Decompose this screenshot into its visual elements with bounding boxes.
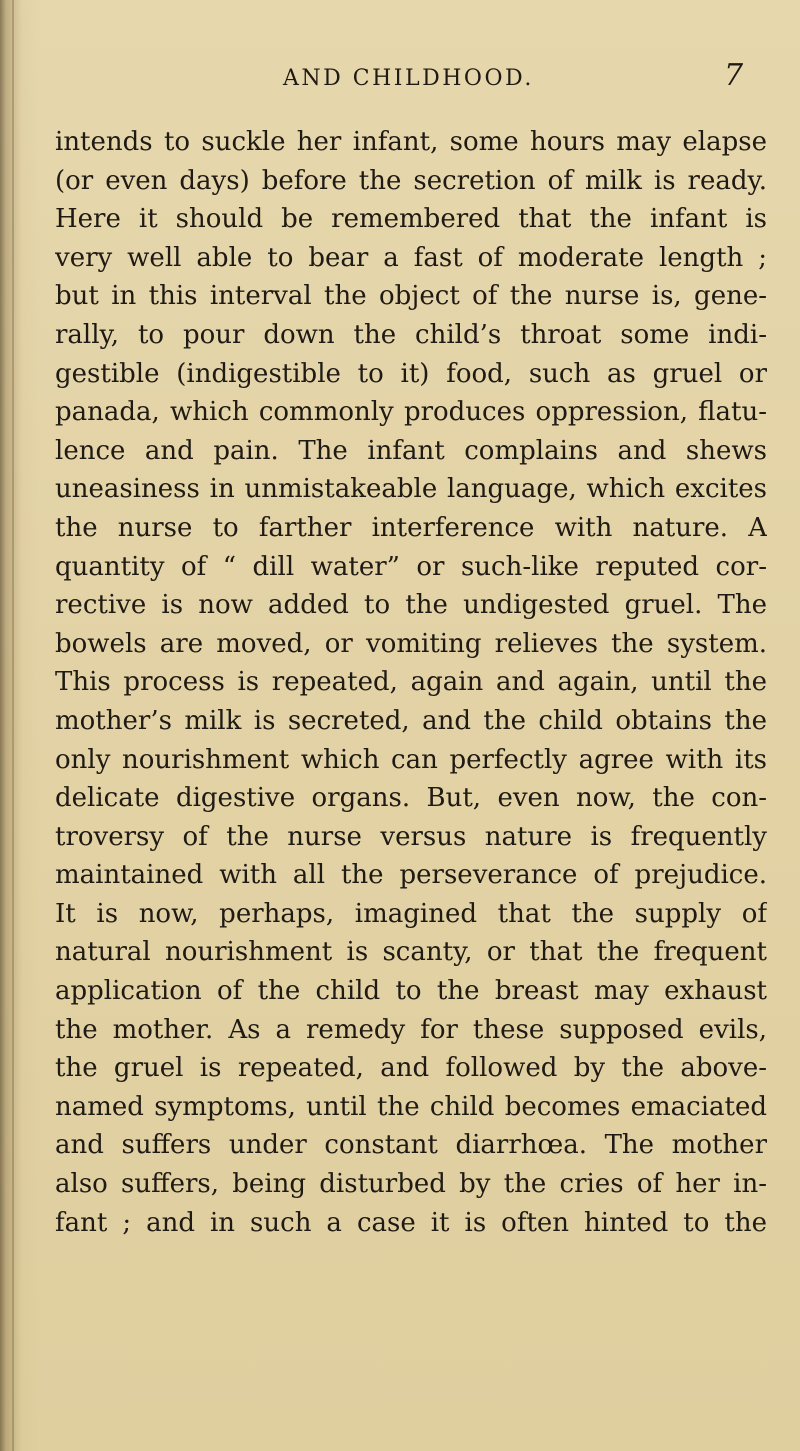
body-text	[55, 123, 767, 1242]
text-line: named symptoms, until the child becomes emaciated	[55, 1091, 767, 1122]
text-line: gestible (indigestible to it) food, such as gruel or	[55, 358, 767, 389]
binding-shadow	[12, 0, 14, 1451]
text-line: This process is repeated, again and again, until the	[55, 667, 767, 698]
page-number: 7	[724, 58, 744, 93]
text-line: also suffers, being disturbed by the cries of her in-	[55, 1169, 767, 1200]
text-line: (or even days) before the secretion of milk is ready.	[55, 165, 767, 196]
text-line: panada, which commonly produces oppression, flatu-	[55, 397, 767, 428]
text-line: lence and pain. The infant complains and shews	[55, 435, 767, 466]
running-head: AND CHILDHOOD.	[283, 66, 534, 91]
text-line: maintained with all the perseverance of prejudice.	[55, 860, 767, 891]
text-line: quantity of “ dill water” or such-like reputed cor-	[55, 551, 767, 582]
text-line: mother’s milk is secreted, and the child obtains the	[55, 705, 767, 736]
text-line: and suffers under constant diarrhœa. The mother	[55, 1130, 767, 1161]
text-line: uneasiness in unmistakeable language, which excites	[55, 474, 767, 505]
text-line: troversy of the nurse versus nature is frequently	[55, 821, 767, 852]
text-line: Here it should be remembered that the infant is	[55, 204, 767, 235]
text-line: natural nourishment is scanty, or that the frequent	[55, 937, 767, 968]
text-line: rective is now added to the undigested gruel. The	[55, 590, 767, 621]
text-line: bowels are moved, or vomiting relieves the system.	[55, 628, 767, 659]
text-line: application of the child to the breast may exhaust	[55, 976, 767, 1007]
text-line: the mother. As a remedy for these supposed evils,	[55, 1014, 767, 1045]
text-line: fant ; and in such a case it is often hinted to the	[55, 1207, 767, 1238]
text-line: It is now, perhaps, imagined that the supply of	[55, 898, 767, 929]
text-line: the nurse to farther interference with nature. A	[55, 512, 767, 543]
text-line: intends to suckle her infant, some hours may elapse	[55, 127, 767, 157]
text-line: rally, to pour down the child’s throat some indi-	[55, 319, 767, 350]
text-line: the gruel is repeated, and followed by the above-	[55, 1053, 767, 1084]
text-line: very well able to bear a fast of moderate length ;	[55, 242, 767, 273]
text-line: only nourishment which can perfectly agree with its	[55, 744, 767, 775]
text-line: delicate digestive organs. But, even now, the con-	[55, 783, 767, 814]
text-line: but in this interval the object of the nurse is, gene-	[55, 281, 767, 312]
